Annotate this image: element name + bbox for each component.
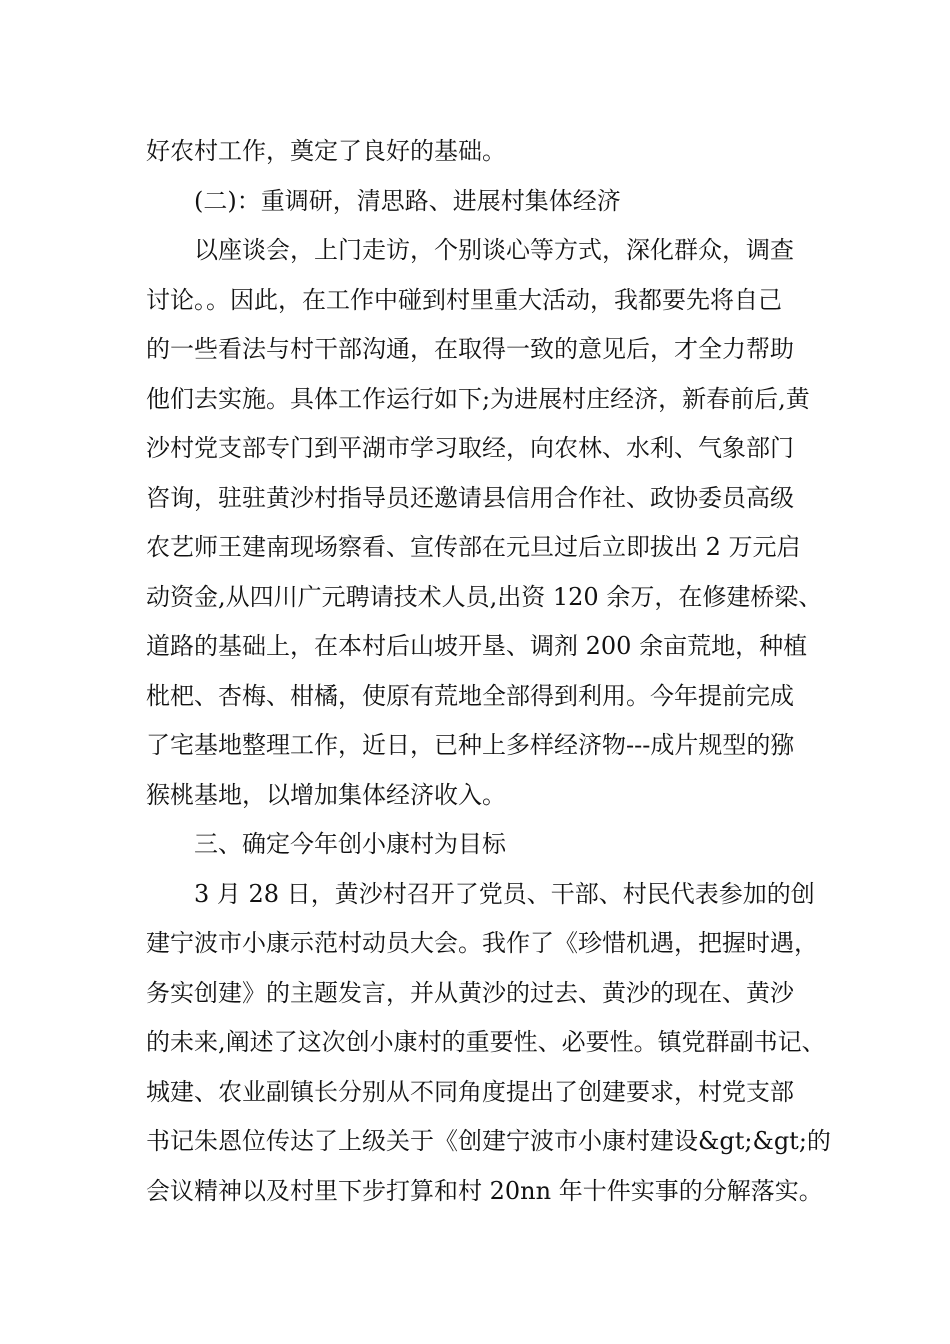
text-line: 沙村党支部专门到平湖市学习取经，向农林、水利、气象部门 [146,434,794,462]
text-line: 农艺师王建南现场察看、宣传部在元旦过后立即拔出 2 万元启 [146,533,801,561]
section-heading: 三、确定今年创小康村为目标 [194,830,506,858]
text-line: 建宁波市小康示范村动员大会。我作了《珍惜机遇，把握时遇， [146,929,818,957]
text-line: 好农村工作，奠定了良好的基础。 [146,137,506,165]
text-line: 会议精神以及村里下步打算和村 20nn 年十件实事的分解落实。 [146,1176,823,1205]
text-line: 了宅基地整理工作，近日，已种上多样经济物---成片规型的猕 [146,731,795,759]
text-line: 咨询，驻驻黄沙村指导员还邀请县信用合作社、政协委员高级 [146,483,794,512]
document-body [146,127,836,1216]
paragraph-first-line: 以座谈会，上门走访，个别谈心等方式，深化群众，调查 [194,236,794,264]
text-line: 城建、农业副镇长分别从不同角度提出了创建要求，村党支部 [146,1077,794,1106]
paragraph-first-line: 3 月 28 日，黄沙村召开了党员、干部、村民代表参加的创 [194,879,815,908]
text-line: 的一些看法与村干部沟通，在取得一致的意见后，才全力帮助 [146,335,794,363]
text-line: 道路的基础上，在本村后山坡开垦、调剂 200 余亩荒地，种植 [146,632,808,660]
text-line: 的未来,阐述了这次创小康村的重要性、必要性。镇党群副书记、 [146,1028,826,1056]
text-line: 枇杷、杏梅、柑橘，使原有荒地全部得到利用。今年提前完成 [146,681,794,710]
text-line: 猴桃基地，以增加集体经济收入。 [146,780,506,809]
section-heading: (二)：重调研，清思路、进展村集体经济 [194,186,621,215]
text-line: 动资金,从四川广元聘请技术人员,出资 120 余万，在修建桥梁、 [146,582,823,611]
text-line: 书记朱恩位传达了上级关于《创建宁波市小康村建设&gt;&gt;的 [146,1127,831,1155]
text-line: 他们去实施。具体工作运行如下;为进展村庄经济，新春前后,黄 [146,384,810,413]
text-line: 讨论。。因此，在工作中碰到村里重大活动，我都要先将自己 [146,285,782,314]
text-line: 务实创建》的主题发言，并从黄沙的过去、黄沙的现在、黄沙 [146,978,794,1007]
